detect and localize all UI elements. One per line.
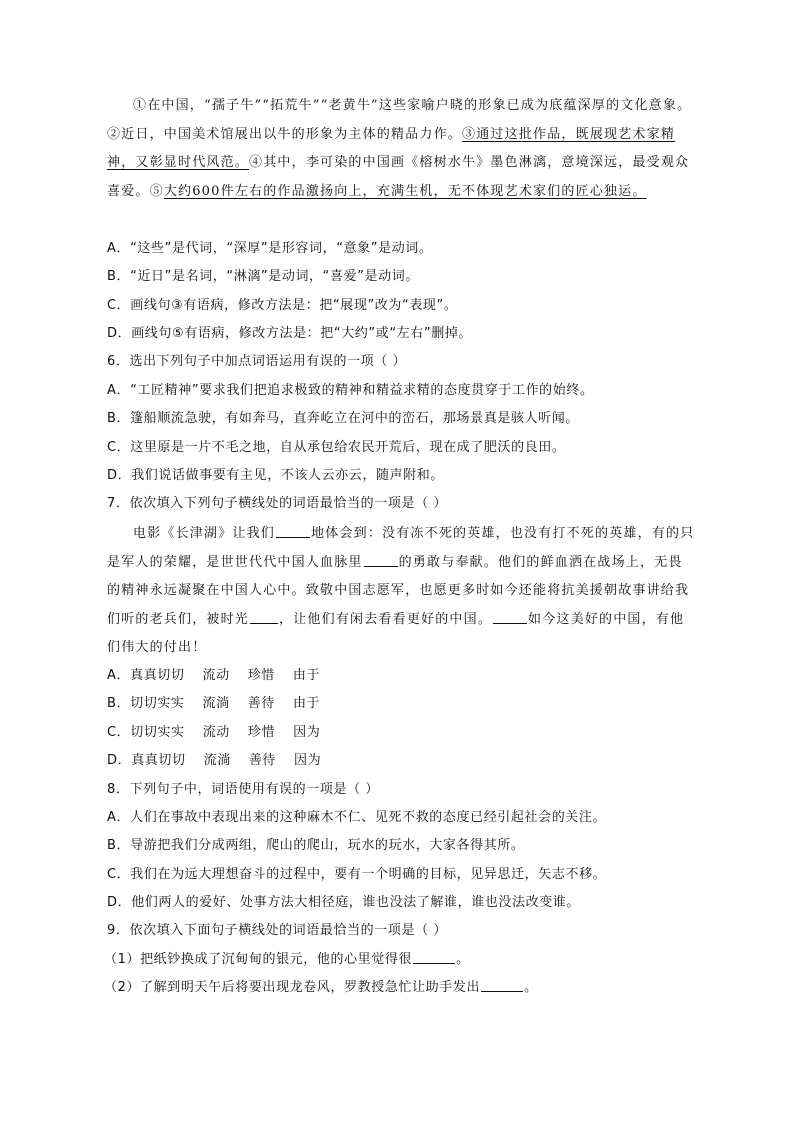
q7-c-word-1: C．切切实实 (107, 725, 185, 740)
q7-blank-2 (364, 553, 398, 567)
q7-c-word-2: 流动 (202, 725, 230, 740)
q7-blank-4 (493, 610, 527, 624)
q7-d-word-4: 因为 (294, 753, 322, 768)
q7-passage-part-2: 地体会到：没有冻不死的英雄，也没有打不死的英雄，有的只是军人的荣耀，是世世代代中国人血脉里 (107, 526, 695, 570)
q6-option-b: B．篷船顺流急驶，有如奔马，直奔屹立在河中的峦石，那场景真是骇人听闻。 (107, 411, 579, 426)
q7-passage-part-3: 的勇敢与奉献。他们的鲜血洒在战场上，无畏的精神永远凝聚在中国人心中。致敬中国志愿军，也愿更多时如今还能将抗美援朝故事讲给我们听的老兵们，被时光 (107, 554, 690, 627)
q7-stem: 7．依次填入下列句子横线处的词语最恰当的一项是（ ） (107, 496, 448, 511)
q7-a-word-1: A．真真切切 (107, 668, 185, 683)
q7-d-word-2: 流淌 (203, 753, 231, 768)
q8-option-c: C．我们在为远大理想奋斗的过程中，要有一个明确的目标，见异思迁，矢志不移。 (107, 867, 607, 882)
q8-option-d: D．他们两人的爱好、处事方法大相径庭，谁也没法了解谁，谁也没法改变谁。 (107, 895, 581, 910)
q7-b-word-4: 由于 (292, 696, 321, 711)
sentence-1: ①在中国，“孺子牛”“拓荒牛”“老黄牛”这些家喻户晓的形象已成为底蕴深厚的文化意象。 (133, 98, 692, 113)
q7-passage-part-1: 电影《长津湖》让我们 (133, 526, 276, 541)
q9-sentence-2-text: （2）了解到明天午后将要出现龙卷风，罗教授急忙让助手发出 (104, 980, 481, 995)
q7-option-a (107, 666, 320, 686)
q5-option-a: A．“这些”是代词，“深厚”是形容词，“意象”是动词。 (107, 241, 433, 256)
underlined-sentence-3: ③通过这批作品，既展现艺术家精神，又彰显时代风范。 (107, 126, 676, 171)
q9-blank-2 (481, 978, 523, 992)
q7-passage-part-4: ，让他们有闲去看看更好的中国。 (279, 611, 493, 627)
q9-sentence-2 (104, 978, 538, 998)
q7-c-word-4: 因为 (293, 725, 321, 740)
sentence-2: ②近日，中国美术馆展出以牛的形象为主体的精品力作。 (107, 126, 463, 142)
q9-sentence-2-period: 。 (524, 980, 538, 995)
q9-stem: 9．依次填入下面句子横线处的词语最恰当的一项是（ ） (107, 923, 448, 938)
q7-b-word-2: 流淌 (202, 696, 230, 711)
q7-b-word-1: B．切切实实 (107, 696, 185, 711)
sentence-4: ④其中，李可染的中国画《榕树水牛》墨色淋漓，意境深远，最受观众喜爱。 (107, 155, 690, 199)
q7-a-word-4: 由于 (292, 668, 321, 683)
q7-a-word-2: 流动 (202, 668, 230, 683)
q6-stem: 6．选出下列句子中加点词语运用有误的一项（ ） (107, 354, 407, 369)
q9-blank-1 (413, 950, 455, 964)
q7-passage (107, 520, 695, 663)
q7-a-word-3: 珍惜 (247, 668, 275, 683)
q8-stem: 8．下列句子中，词语使用有误的一项是（ ） (107, 782, 380, 797)
q6-option-d: D．我们说话做事要有主见，不该人云亦云，随声附和。 (107, 468, 445, 483)
q9-sentence-1-text: （1）把纸钞换成了沉甸甸的银元，他的心里觉得很 (104, 952, 413, 967)
q7-blank-3 (250, 610, 278, 624)
q9-sentence-1-period: 。 (456, 952, 470, 967)
q7-option-c (107, 723, 320, 743)
q7-c-word-3: 珍惜 (247, 725, 276, 740)
q7-passage-part-5: 如今这美好的中国，有他们伟大的付出！ (107, 611, 685, 656)
sentence-5-number: ⑤ (149, 183, 164, 199)
passage-q5 (107, 92, 695, 206)
q8-option-a: A．人们在事故中表现出来的这种麻木不仁、见死不救的态度已经引起社会的关注。 (107, 810, 607, 825)
q7-d-word-1: D．真真切切 (107, 753, 186, 768)
q5-option-b: B．“近日”是名词，“淋漓”是动词，“喜爱”是动词。 (107, 269, 419, 284)
q7-option-b (107, 694, 320, 714)
q6-option-a: A．“工匠精神”要求我们把追求极致的精神和精益求精的态度贯穿于工作的始终。 (107, 383, 594, 398)
q5-option-d: D．画线句⑤有语病，修改方法是：把“大约”或“左右”删掉。 (107, 326, 473, 341)
q8-option-b: B．导游把我们分成两组，爬山的爬山，玩水的玩水，大家各得其所。 (107, 838, 525, 853)
q7-blank-1 (276, 524, 310, 538)
q7-d-word-3: 善待 (248, 753, 277, 768)
q7-option-d (107, 751, 321, 771)
q9-sentence-1 (104, 950, 470, 970)
underlined-sentence-5: 大约600件左右的作品激扬向上，充满生机，无不体现艺术家们的匠心独运。 (163, 183, 647, 199)
q5-option-c: C．画线句③有语病，修改方法是：把“展现”改为“表现”。 (107, 298, 458, 313)
q6-option-c: C．这里原是一片不毛之地，自从承包给农民开荒后，现在成了肥沃的良田。 (107, 440, 566, 455)
q7-b-word-3: 善待 (247, 696, 275, 711)
